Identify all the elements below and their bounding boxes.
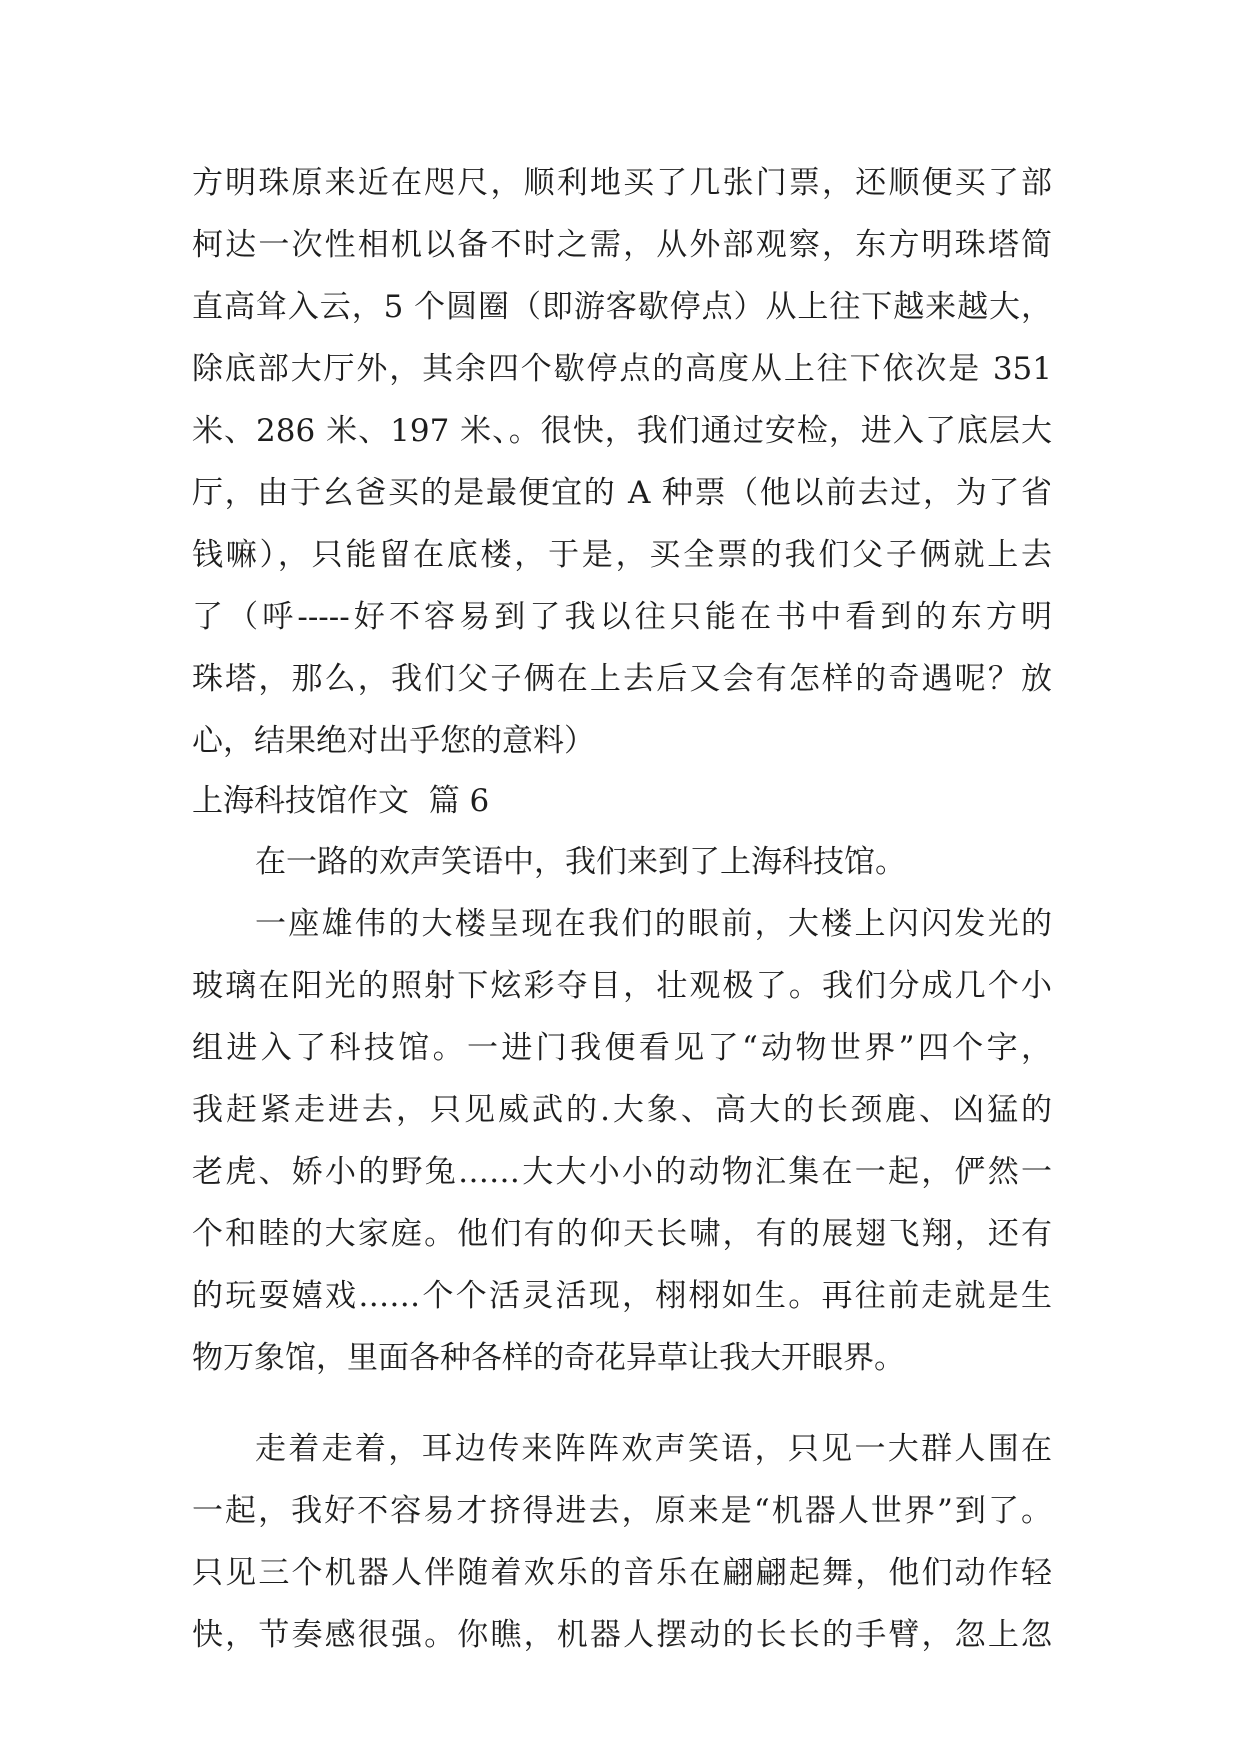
text-line: 快，节奏感很强。你瞧，机器人摆动的长长的手臂，忽上忽 <box>192 1617 1052 1653</box>
text-line: 组进入了科技馆。一进门我便看见了“动物世界”四个字， <box>192 1030 1052 1066</box>
text-line: 除底部大厅外，其余四个歇停点的高度从上往下依次是 351 <box>192 351 1052 387</box>
paragraph-first-line: 走着走着，耳边传来阵阵欢声笑语，只见一大群人围在 <box>255 1431 1052 1467</box>
text-line: 老虎、娇小的野兔……大大小小的动物汇集在一起，俨然一 <box>192 1154 1052 1190</box>
text-line: 一起，我好不容易才挤得进去，原来是“机器人世界”到了。 <box>192 1493 1052 1529</box>
paragraph-first-line: 一座雄伟的大楼呈现在我们的眼前，大楼上闪闪发光的 <box>255 906 1052 942</box>
text-line: 的玩耍嬉戏……个个活灵活现，栩栩如生。再往前走就是生 <box>192 1278 1052 1314</box>
text-line: 柯达一次性相机以备不时之需，从外部观察，东方明珠塔简 <box>192 227 1052 263</box>
text-line: 厅，由于幺爸买的是最便宜的 A 种票（他以前去过，为了省 <box>192 475 1052 511</box>
text-line: 了（呼-----好不容易到了我以往只能在书中看到的东方明 <box>192 599 1052 635</box>
text-line: 米、286 米、197 米、。很快，我们通过安检，进入了底层大 <box>192 413 1052 449</box>
text-line: 方明珠原来近在咫尺，顺利地买了几张门票，还顺便买了部 <box>192 165 1052 201</box>
text-line: 心，结果绝对出乎您的意料） <box>192 723 595 759</box>
text-line: 珠塔，那么，我们父子俩在上去后又会有怎样的奇遇呢？放 <box>192 661 1052 697</box>
text-line: 物万象馆，里面各种各样的奇花异草让我大开眼界。 <box>192 1340 905 1376</box>
paragraph-first-line: 在一路的欢声笑语中，我们来到了上海科技馆。 <box>255 844 906 880</box>
text-line: 我赶紧走进去，只见威武的.大象、高大的长颈鹿、凶猛的 <box>192 1092 1052 1128</box>
section-heading: 上海科技馆作文 篇 6 <box>192 783 490 819</box>
text-line: 个和睦的大家庭。他们有的仰天长啸，有的展翅飞翔，还有 <box>192 1216 1052 1252</box>
text-line: 直高耸入云，5 个圆圈（即游客歇停点）从上往下越来越大， <box>192 289 1052 325</box>
text-line: 只见三个机器人伴随着欢乐的音乐在翩翩起舞，他们动作轻 <box>192 1555 1052 1591</box>
text-line: 钱嘛），只能留在底楼，于是，买全票的我们父子俩就上去 <box>192 537 1052 573</box>
text-line: 玻璃在阳光的照射下炫彩夺目，壮观极了。我们分成几个小 <box>192 968 1052 1004</box>
